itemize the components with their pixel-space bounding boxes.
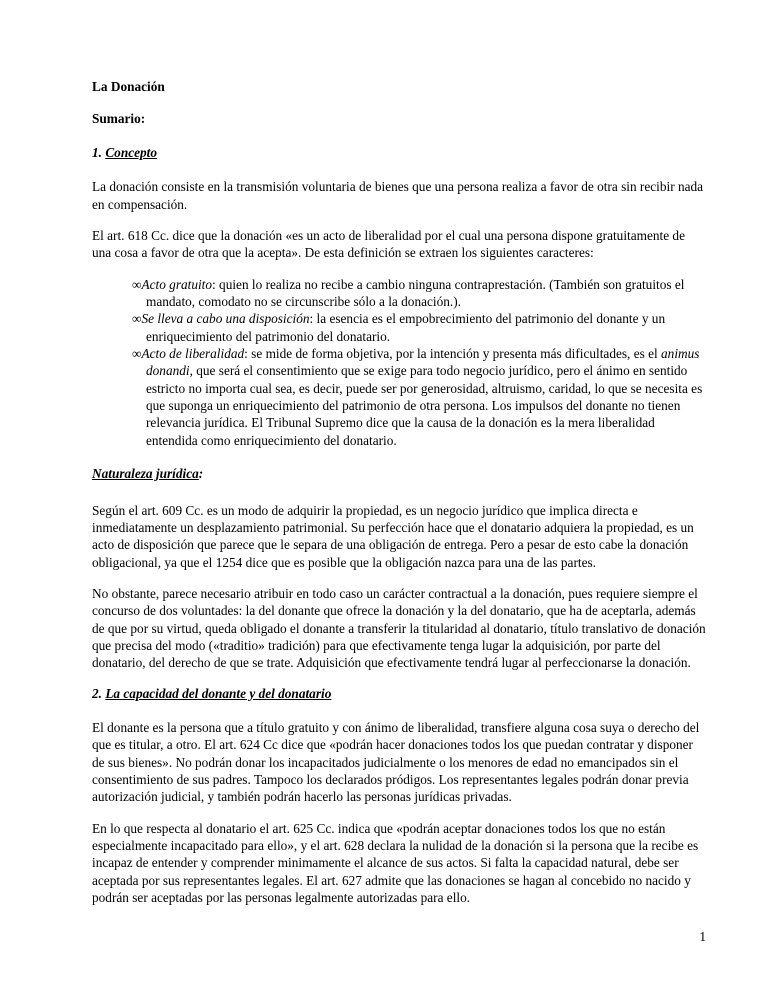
list-item <box>132 276 706 311</box>
naturaleza-paragraph-1: Según el art. 609 Cc. es un modo de adquirir la propiedad, es un negocio jurídico que implica directa e inmediatamente un desplazamiento patrimonial. Su perfección hace que el donatario adquiera la propiedad, es un acto de disposición que parece que le separa de una obligación de entrega. Pero a pesar de esto cabe la donación obligacional, ya que el 1254 dice que es posible que la obligación nazca para una de las partes. <box>92 502 694 570</box>
section-2-heading <box>92 686 706 701</box>
list-item-term: Acto gratuito <box>141 276 213 292</box>
section-2-title: La capacidad del donante y del donatario <box>105 685 332 701</box>
list-item-text-part1: : se mide de forma objetiva, por la intención y presenta más dificultades, es el <box>244 346 662 362</box>
document-body <box>92 79 706 920</box>
section-2-paragraph-2: En lo que respecta al donatario el art. 625 Cc. indica que «podrán aceptar donaciones todos los que no están especialmente incapacitado para ello», y el art. 628 declara la nulidad de la donación si la persona que la recibe es incapaz de entender y comprender minimamente el alcance de sus actos. Si falta la capacidad natural, debe ser aceptada por sus representantes legales. El art. 627 admite que las donaciones se hagan al concebido no nacido y podrán ser aceptadas por las personas legalmente autorizadas para ello. <box>92 820 699 906</box>
naturaleza-juridica-heading <box>92 466 706 481</box>
list-item <box>132 310 706 345</box>
list-item <box>132 345 706 449</box>
section-1-paragraph-1: La donación consiste en la transmisión voluntaria de bienes que una persona realiza a favor de otra sin recibir nada en compensación. <box>92 179 704 212</box>
list-item-term: Acto de liberalidad <box>141 346 245 362</box>
section-2-paragraph-1: El donante es la persona que a título gratuito y con ánimo de liberalidad, transfiere alguna cosa suya o derecho del que es titular, a otro. El art. 624 Cc dice que «podrán hacer donaciones todos los que puedan contratar y disponer de sus bienes». No podrán donar los incapacitados judicialmente o los menores de edad no emancipados sin el consentimiento de sus padres. Tampoco los declarados pródigos. Los representantes legales podrán donar previa autorización judicial, y también podrán hacerlo las personas jurídicas privadas. <box>92 720 700 805</box>
naturaleza-juridica-title: Naturaleza jurídica <box>92 466 199 482</box>
list-item-term: Se lleva a cabo una disposición <box>141 311 310 327</box>
naturaleza-juridica-colon: : <box>198 466 204 482</box>
section-1-number: 1. <box>92 144 102 160</box>
page-number: 1 <box>699 929 706 944</box>
naturaleza-paragraph-2: No obstante, parece necesario atribuir en todo caso un carácter contractual a la donación, pues requiere siempre el concurso de dos voluntades: la del donante que ofrece la donación y la del donatario, que ha de aceptarla, además de que por su virtud, queda obligado el donante a transferir la titularidad al donatario, título translativo de donación que precisa del modo («traditio» tradición) para que efectivamente tenga lugar la adquisición, por parte del donatario, del derecho de que se trate. Adquisición que efectivamente tendrá lugar al perfeccionarse la donación. <box>92 585 706 671</box>
infinity-bullet-icon: ∞ <box>132 346 142 362</box>
list-item-term-latin: animus donandi <box>146 346 700 379</box>
section-2-number: 2. <box>92 685 102 701</box>
characters-list-wrapper <box>132 276 706 449</box>
list-item-text: : quien lo realiza no recibe a cambio ninguna contraprestación. (También son gratuitos el mandato, comodato no se circunscribe sólo a la donación.). <box>146 276 685 309</box>
document-title <box>92 79 706 94</box>
sumario-label <box>92 111 706 126</box>
section-1-heading <box>92 145 706 160</box>
sumario-label-text: Sumario: <box>92 111 146 127</box>
characters-list <box>132 276 706 449</box>
infinity-bullet-icon: ∞ <box>132 311 142 327</box>
section-1-title: Concepto <box>105 144 158 160</box>
list-item-text-part2: , que será el consentimiento que se exige para todo negocio jurídico, pero el ánimo en sentido estricto no importa cual sea, es decir, puede ser por generosidad, altruismo, caridad, lo que se necesita es que suponga un enriquecimiento del patrimonio de otra persona. Los impulsos del donante no tienen relevancia jurídica. El Tribunal Supremo dice que la causa de la donación es la mera liberalidad entendida como enriquecimiento del donatario. <box>146 363 703 448</box>
list-item-text: : la esencia es el empobrecimiento del patrimonio del donante y un enriquecimiento del patrimonio del donatario. <box>146 311 666 344</box>
document-title-text: La Donación <box>92 79 165 94</box>
infinity-bullet-icon: ∞ <box>132 276 142 292</box>
section-1-paragraph-2: El art. 618 Cc. dice que la donación «es un acto de liberalidad por el cual una persona dispone gratuitamente de una cosa a favor de otra que la acepta». De esta definición se extraen los siguientes caracteres: <box>92 227 685 261</box>
